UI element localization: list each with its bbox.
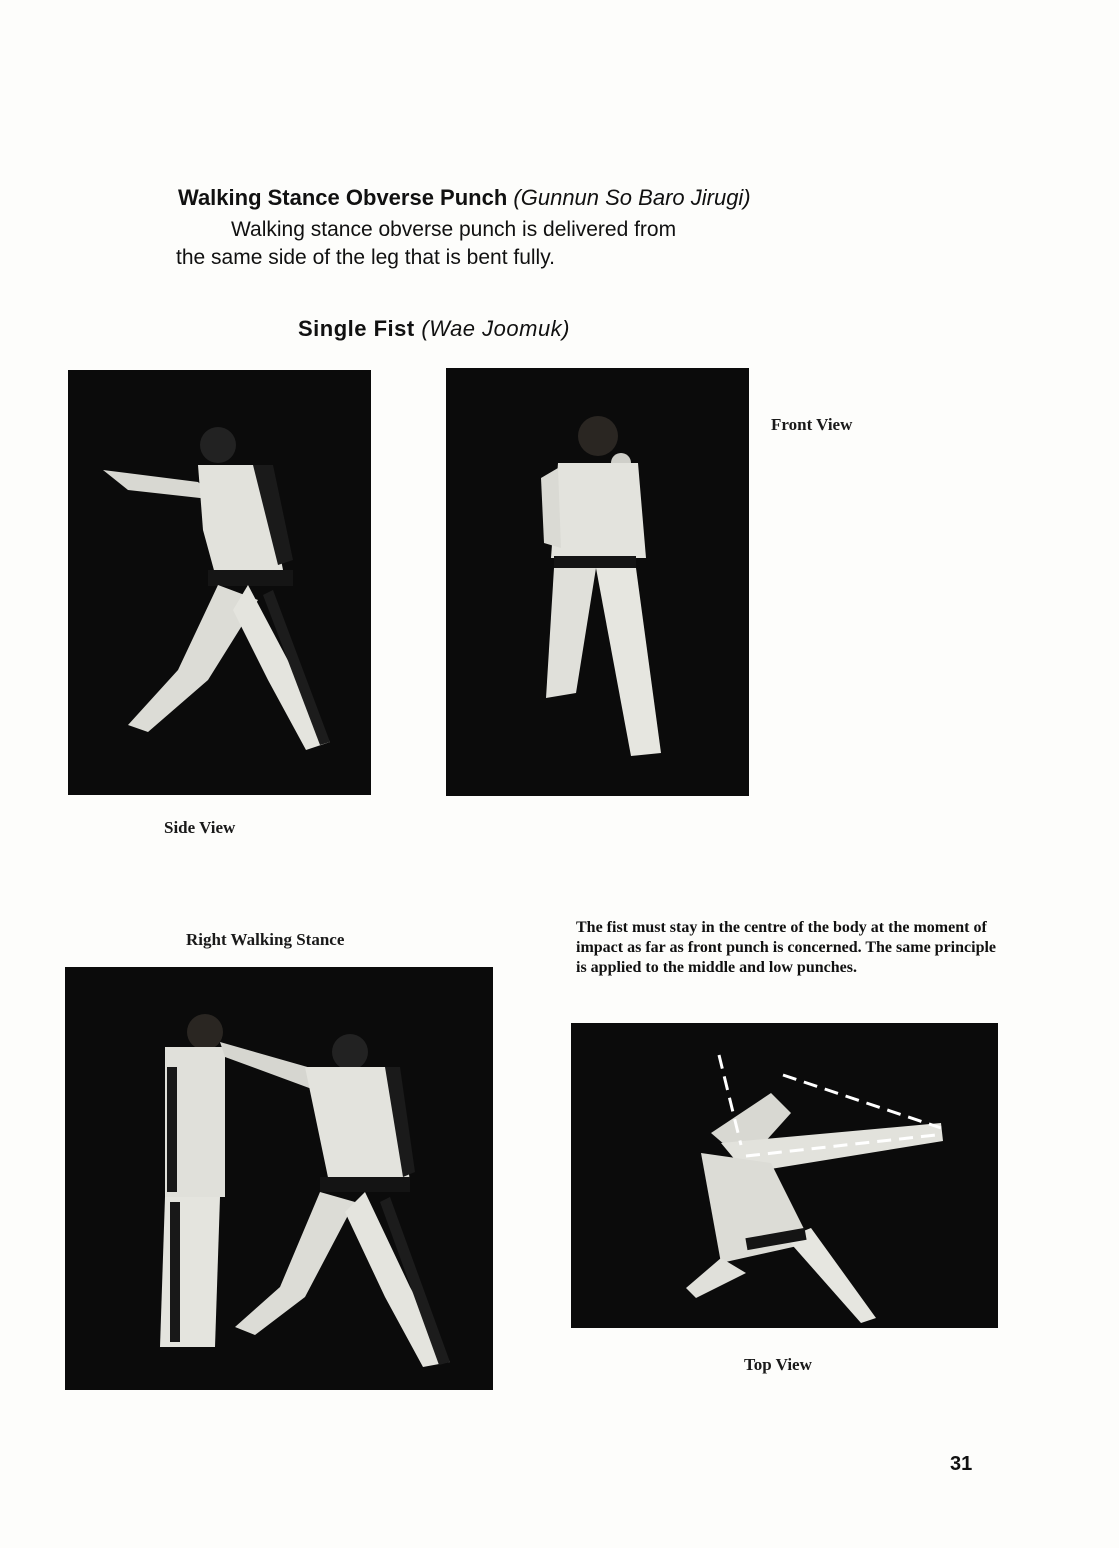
caption-side-view: Side View (164, 818, 236, 837)
intro-paragraph (176, 216, 836, 272)
right-walking-stance-photo (65, 967, 493, 1390)
front-view-photo (446, 368, 749, 796)
top-view-figure (571, 1023, 998, 1328)
section-title (178, 185, 751, 211)
right-walking-stance-figures (65, 967, 493, 1390)
subsection-title (298, 316, 570, 342)
subsection-title-korean: (Wae Joomuk) (421, 316, 571, 341)
caption-front-view: Front View (771, 415, 853, 434)
front-view-figure (446, 368, 749, 796)
intro-line-1: Walking stance obverse punch is delivered from (231, 218, 677, 241)
page-number: 31 (950, 1453, 973, 1475)
impact-note: The fist must stay in the centre of the body at the moment of impact as far as front punch is concerned. The same principle is applied to the middle and low punches. (576, 919, 997, 976)
top-view-photo (571, 1023, 998, 1328)
section-title-korean: (Gunnun So Baro Jirugi) (513, 185, 751, 210)
section-title-english: Walking Stance Obverse Punch (178, 185, 508, 210)
intro-line-2: the same side of the leg that is bent fully. (176, 246, 555, 269)
subsection-title-english: Single Fist (298, 316, 415, 341)
side-view-photo (68, 370, 371, 795)
side-view-figure (68, 370, 371, 795)
caption-top-view: Top View (744, 1355, 812, 1374)
caption-right-walking-stance: Right Walking Stance (186, 930, 345, 949)
